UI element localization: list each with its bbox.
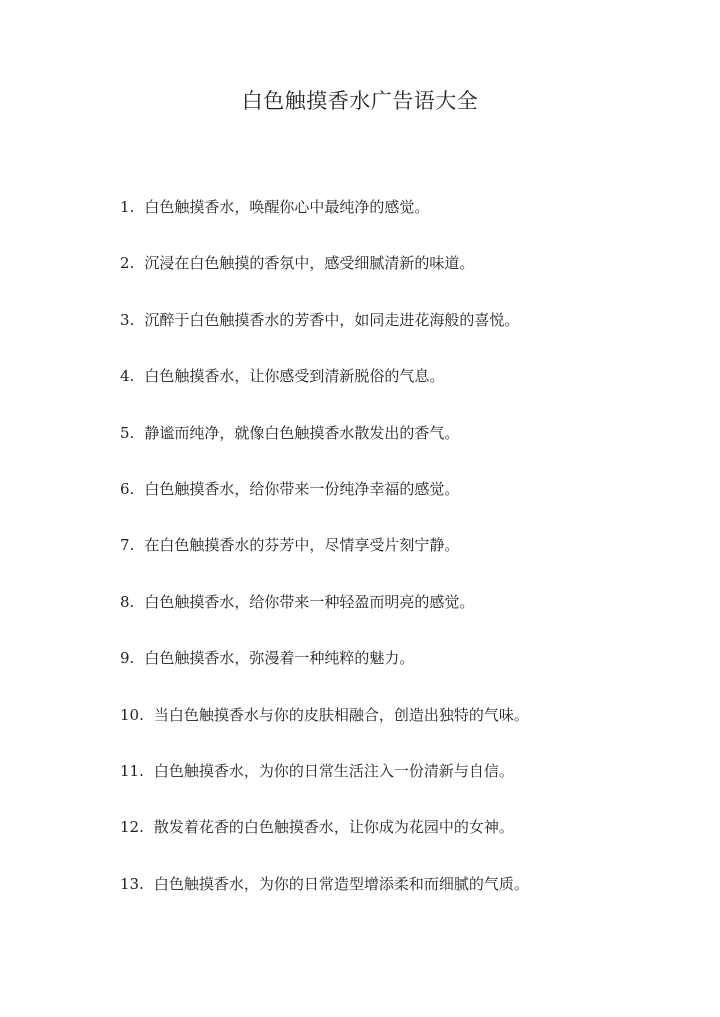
list-item	[120, 583, 700, 639]
list-item	[120, 526, 700, 582]
item-number: 6.	[120, 479, 135, 498]
item-number: 8.	[120, 592, 135, 611]
item-number: 2.	[120, 254, 135, 273]
item-text: 在白色触摸香水的芬芳中，尽情享受片刻宁静。	[144, 536, 460, 555]
item-text: 沉醉于白色触摸香水的芳香中，如同走进花海般的喜悦。	[144, 310, 520, 329]
item-text: 当白色触摸香水与你的皮肤相融合，创造出独特的气味。	[153, 705, 529, 724]
list-item	[120, 865, 700, 921]
list-item	[120, 301, 700, 357]
item-text: 白色触摸香水，让你感受到清新脱俗的气息。	[144, 367, 445, 386]
item-text: 白色触摸香水，给你带来一种轻盈而明亮的感觉。	[144, 592, 475, 611]
item-number: 9.	[120, 649, 135, 668]
item-text: 静谧而纯净，就像白色触摸香水散发出的香气。	[144, 423, 460, 442]
list-item	[120, 639, 700, 695]
item-number: 3.	[120, 310, 135, 329]
item-text: 白色触摸香水，给你带来一份纯净幸福的感觉。	[144, 479, 460, 498]
list-item	[120, 188, 700, 244]
slogan-list	[120, 188, 700, 921]
list-item	[120, 357, 700, 413]
item-number: 12.	[120, 818, 144, 837]
item-number: 11.	[120, 761, 144, 780]
item-number: 4.	[120, 367, 135, 386]
list-item	[120, 808, 700, 864]
item-text: 白色触摸香水，弥漫着一种纯粹的魅力。	[144, 649, 415, 668]
item-number: 1.	[120, 198, 135, 216]
page-title: 白色触摸香水广告语大全	[241, 89, 479, 113]
item-number: 10.	[120, 705, 144, 724]
list-item	[120, 470, 700, 526]
item-text: 散发着花香的白色触摸香水，让你成为花园中的女神。	[153, 818, 514, 837]
item-text: 白色触摸香水，为你的日常生活注入一份清新与自信。	[153, 761, 514, 780]
list-item	[120, 696, 700, 752]
item-text: 白色触摸香水，为你的日常造型增添柔和而细腻的气质。	[153, 874, 529, 893]
item-number: 7.	[120, 536, 135, 555]
item-number: 5.	[120, 423, 135, 442]
list-item	[120, 414, 700, 470]
item-number: 13.	[120, 874, 144, 893]
list-item	[120, 752, 700, 808]
item-text: 白色触摸香水，唤醒你心中最纯净的感觉。	[144, 198, 430, 216]
item-text: 沉浸在白色触摸的香氛中，感受细腻清新的味道。	[144, 254, 475, 273]
list-item	[120, 244, 700, 300]
